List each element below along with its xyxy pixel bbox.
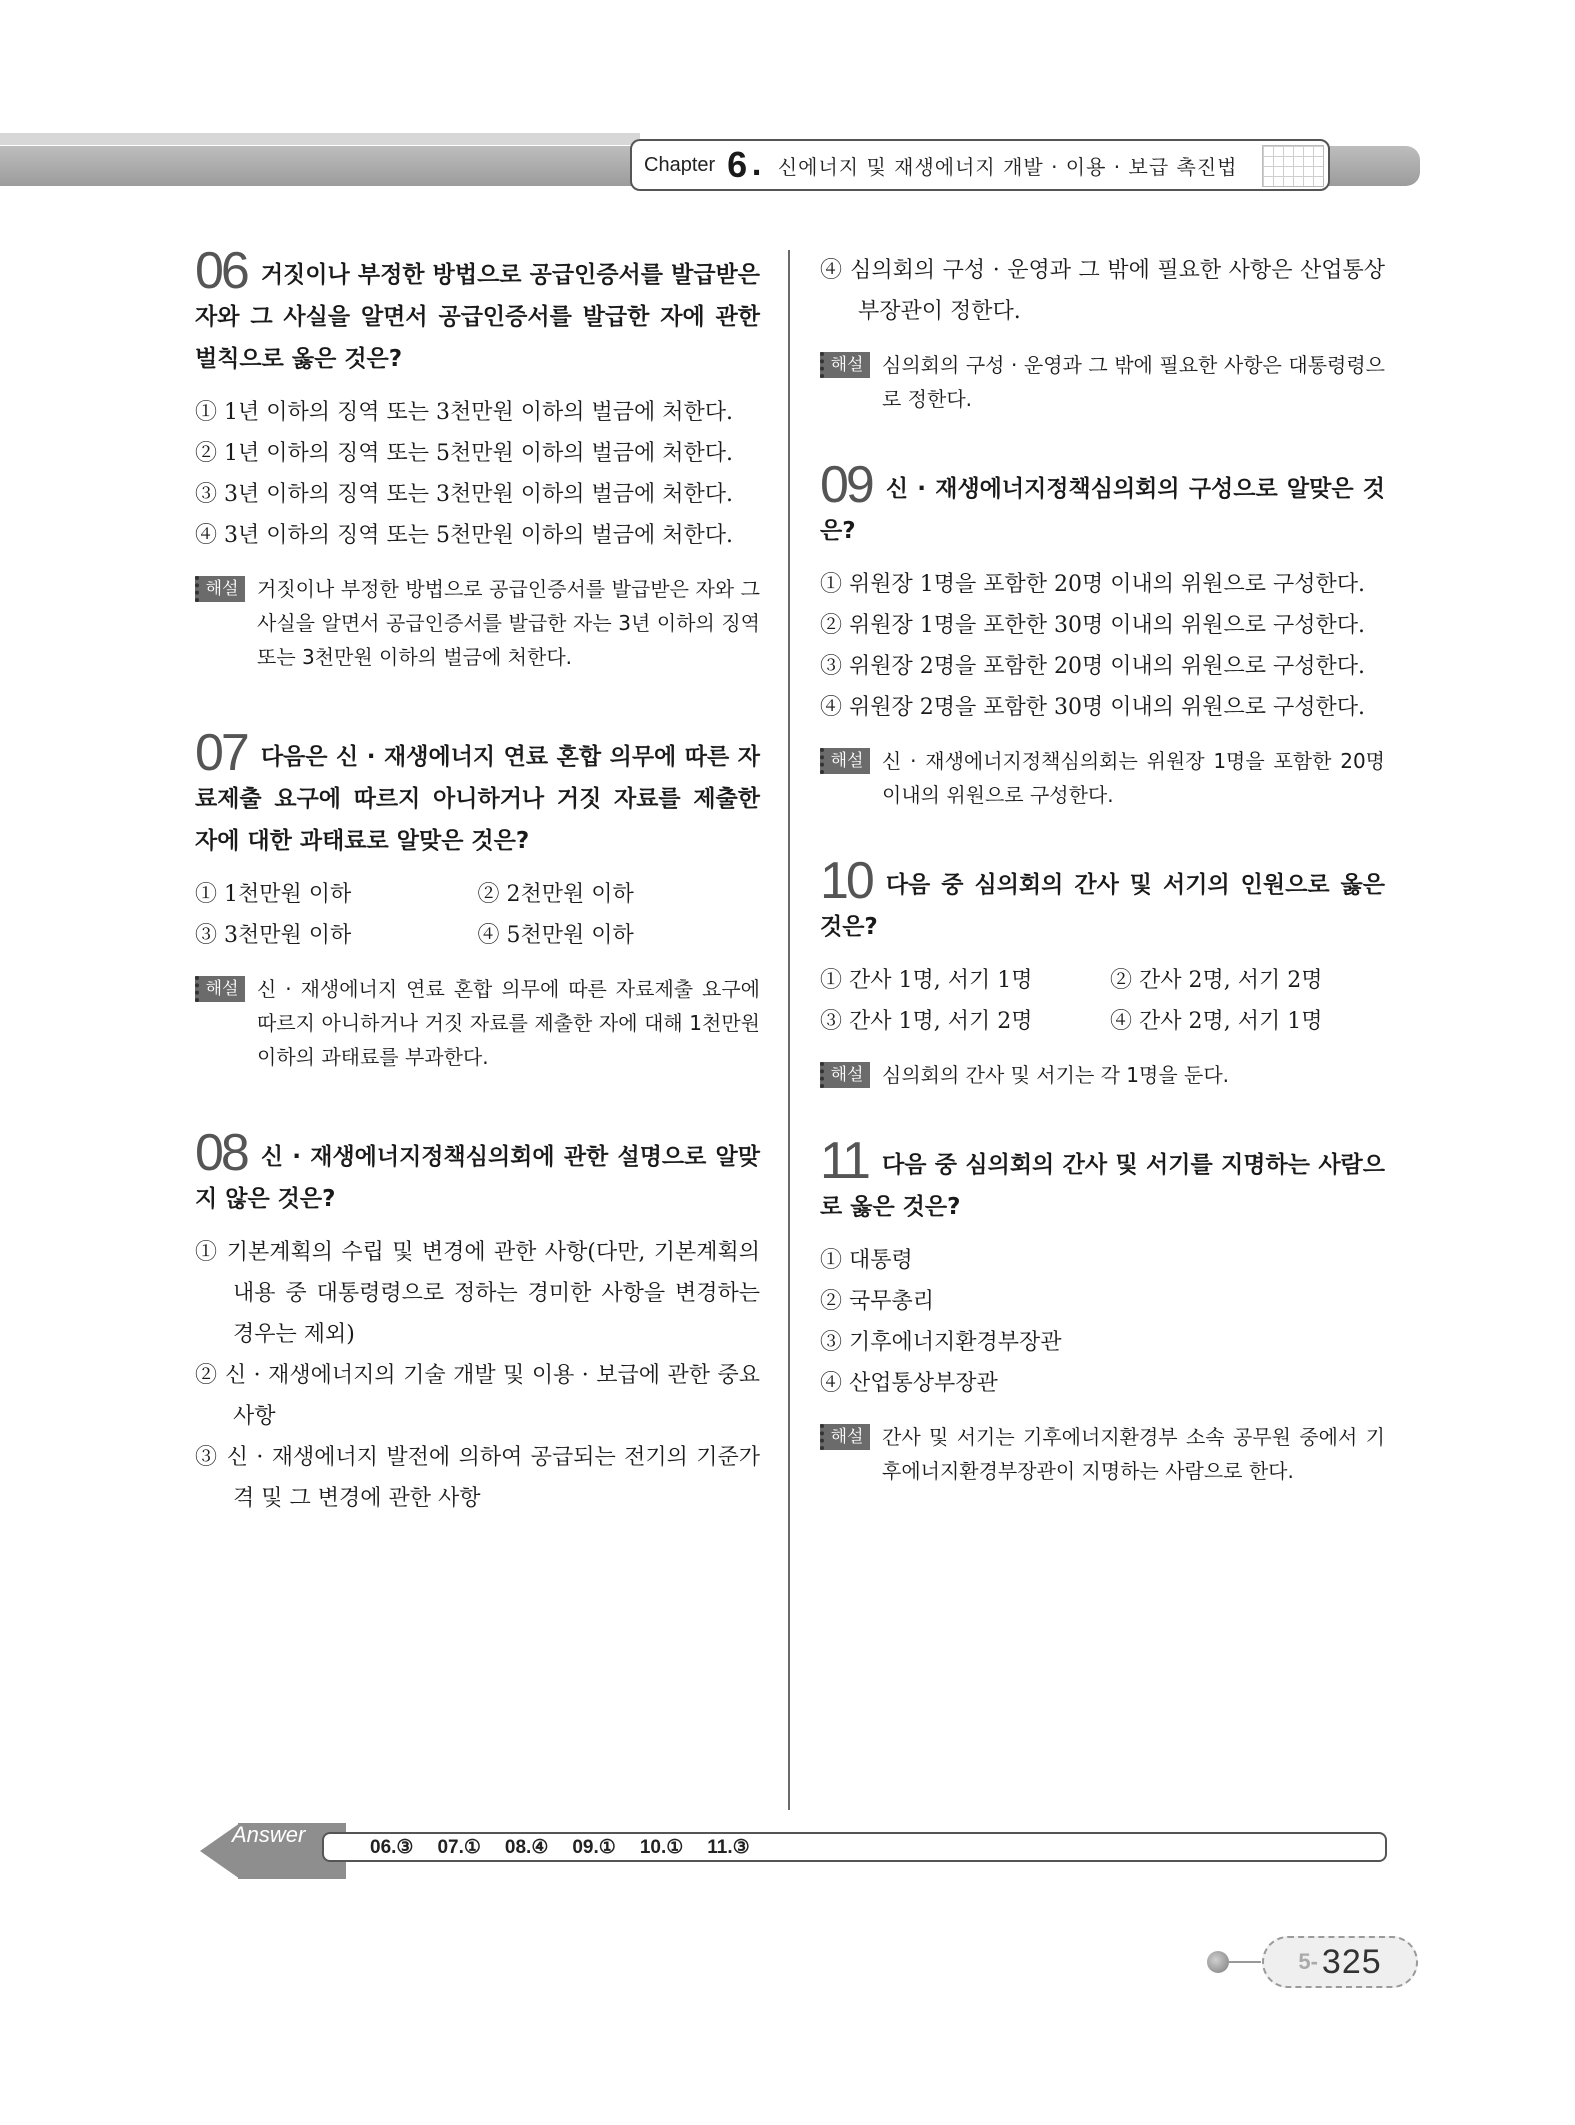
- page-prefix: 5-: [1298, 1949, 1318, 1974]
- right-column: [820, 250, 1385, 1498]
- explanation: [820, 348, 1385, 416]
- question-09: [820, 456, 1385, 812]
- question-08-continued: [820, 250, 1385, 416]
- option-item: ③ 3년 이하의 징역 또는 3천만원 이하의 벌금에 처한다.: [195, 482, 733, 507]
- question-text: 신 · 재생에너지정책심의회의 구성으로 알맞은 것은?: [820, 476, 1385, 544]
- explanation-badge: 해설: [820, 1062, 870, 1088]
- option-item: ② 신 · 재생에너지의 기술 개발 및 이용 · 보급에 관한 중요 사항: [195, 1363, 760, 1429]
- option-item: ② 1년 이하의 징역 또는 5천만원 이하의 벌금에 처한다.: [195, 441, 733, 466]
- page-number: [1262, 1936, 1418, 1988]
- question-06: [195, 242, 760, 674]
- grid-decoration-icon: [1262, 145, 1324, 187]
- page-number-value: 325: [1321, 1942, 1382, 1981]
- option-item: ④ 5천만원 이하: [477, 923, 634, 948]
- explanation-badge: 해설: [195, 976, 245, 1002]
- explanation-text: 간사 및 서기는 기후에너지환경부 소속 공무원 중에서 기후에너지환경부장관이 지명하는 사람으로 한다.: [882, 1425, 1385, 1483]
- option-item: ① 위원장 1명을 포함한 20명 이내의 위원으로 구성한다.: [820, 572, 1365, 597]
- option-item: ④ 산업통상부장관: [820, 1371, 998, 1396]
- explanation: [820, 1420, 1385, 1488]
- option-item: ③ 3천만원 이하: [195, 923, 352, 948]
- option-item: ④ 심의회의 구성 · 운영과 그 밖에 필요한 사항은 산업통상부장관이 정한다.: [820, 258, 1385, 324]
- explanation: [195, 572, 760, 674]
- column-divider: [788, 250, 790, 1810]
- option-list: [820, 250, 1385, 332]
- explanation: [820, 1058, 1385, 1092]
- answer-item: 09.①: [572, 1836, 616, 1858]
- option-list: [195, 1232, 760, 1519]
- option-item: ① 1천만원 이하: [195, 882, 352, 907]
- option-item: ④ 위원장 2명을 포함한 30명 이내의 위원으로 구성한다.: [820, 695, 1365, 720]
- option-item: ④ 3년 이하의 징역 또는 5천만원 이하의 벌금에 처한다.: [195, 523, 733, 548]
- question-11: [820, 1132, 1385, 1488]
- answer-label: Answer: [232, 1822, 306, 1847]
- option-list: [820, 1240, 1385, 1404]
- explanation-text: 심의회의 간사 및 서기는 각 1명을 둔다.: [882, 1063, 1230, 1087]
- explanation: [820, 744, 1385, 812]
- option-list: [820, 564, 1385, 728]
- explanation-badge: 해설: [195, 576, 245, 602]
- question-number: 10: [820, 852, 872, 910]
- answer-item: 06.③: [370, 1836, 414, 1858]
- question-number: 11: [820, 1132, 868, 1190]
- chapter-number: 6: [727, 144, 748, 185]
- explanation-badge: 해설: [820, 748, 870, 774]
- answer-item: 08.④: [504, 1836, 549, 1858]
- chapter-header: [630, 139, 1330, 191]
- answer-item: 10.①: [639, 1836, 684, 1858]
- question-number: 09: [820, 456, 872, 514]
- header-band-light: [0, 133, 640, 145]
- explanation-text: 거짓이나 부정한 방법으로 공급인증서를 발급받은 자와 그 사실을 알면서 공급인증서를 발급한 자는 3년 이하의 징역 또는 3천만원 이하의 벌금에 처한다.: [257, 577, 760, 669]
- page-connector: [1229, 1961, 1261, 1963]
- explanation-badge: 해설: [820, 352, 870, 378]
- question-text: 다음 중 심의회의 간사 및 서기의 인원으로 옳은 것은?: [820, 872, 1385, 940]
- option-item: ① 간사 1명, 서기 1명: [820, 968, 1033, 993]
- question-number: 08: [195, 1124, 247, 1182]
- explanation-badge: 해설: [820, 1424, 870, 1450]
- option-item: ③ 위원장 2명을 포함한 20명 이내의 위원으로 구성한다.: [820, 654, 1365, 679]
- option-item: ② 간사 2명, 서기 2명: [1110, 968, 1323, 993]
- answer-item: 11.③: [707, 1836, 750, 1858]
- question-number: 07: [195, 724, 247, 782]
- question-07: [195, 724, 760, 1074]
- chapter-label: Chapter: [644, 153, 716, 176]
- explanation-text: 신 · 재생에너지 연료 혼합 의무에 따른 자료제출 요구에 따르지 아니하거나 거짓 자료를 제출한 자에 대해 1천만원 이하의 과태료를 부과한다.: [257, 977, 760, 1069]
- question-08: [195, 1124, 760, 1519]
- option-item: ③ 기후에너지환경부장관: [820, 1330, 1062, 1355]
- option-item: ④ 간사 2명, 서기 1명: [1110, 1009, 1323, 1034]
- question-text: 다음 중 심의회의 간사 및 서기를 지명하는 사람으로 옳은 것은?: [820, 1152, 1385, 1220]
- explanation-text: 신 · 재생에너지정책심의회는 위원장 1명을 포함한 20명 이내의 위원으로 구성한다.: [882, 749, 1385, 807]
- chapter-title: 신에너지 및 재생에너지 개발 · 이용 · 보급 촉진법: [777, 154, 1238, 179]
- option-item: ③ 간사 1명, 서기 2명: [820, 1009, 1033, 1034]
- answer-bar: [322, 1832, 1387, 1862]
- question-10: [820, 852, 1385, 1092]
- explanation: [195, 972, 760, 1074]
- explanation-text: 심의회의 구성 · 운영과 그 밖에 필요한 사항은 대통령령으로 정한다.: [882, 353, 1385, 411]
- option-item: ② 위원장 1명을 포한한 30명 이내의 위원으로 구성한다.: [820, 613, 1365, 638]
- option-item: ③ 신 · 재생에너지 발전에 의하여 공급되는 전기의 기준가격 및 그 변경에 관한 사항: [195, 1445, 760, 1511]
- option-item: ① 1년 이하의 징역 또는 3천만원 이하의 벌금에 처한다.: [195, 400, 733, 425]
- option-item: ② 국무총리: [820, 1289, 935, 1314]
- chapter-dot: .: [751, 148, 762, 182]
- option-item: ① 대통령: [820, 1248, 913, 1273]
- question-text: 신 · 재생에너지정책심의회에 관한 설명으로 알맞지 않은 것은?: [195, 1144, 760, 1212]
- question-text: 다음은 신 · 재생에너지 연료 혼합 의무에 따른 자료제출 요구에 따르지 아니하거나 거짓 자료를 제출한 자에 대한 과태료로 알맞은 것은?: [195, 744, 760, 854]
- left-column: [195, 242, 760, 1529]
- option-list: [195, 392, 760, 556]
- answer-item: 07.①: [437, 1836, 481, 1858]
- option-grid: [820, 960, 1385, 1042]
- page-dot-icon: [1207, 1951, 1229, 1973]
- question-number: 06: [195, 242, 247, 300]
- question-text: 거짓이나 부정한 방법으로 공급인증서를 발급받은 자와 그 사실을 알면서 공급인증서를 발급한 자에 관한 벌칙으로 옳은 것은?: [195, 262, 760, 372]
- option-grid: [195, 874, 760, 956]
- option-item: ② 2천만원 이하: [477, 882, 634, 907]
- option-item: ① 기본계획의 수립 및 변경에 관한 사항(다만, 기본계획의 내용 중 대통령령으로 정하는 경미한 사항을 변경하는 경우는 제외): [195, 1240, 760, 1347]
